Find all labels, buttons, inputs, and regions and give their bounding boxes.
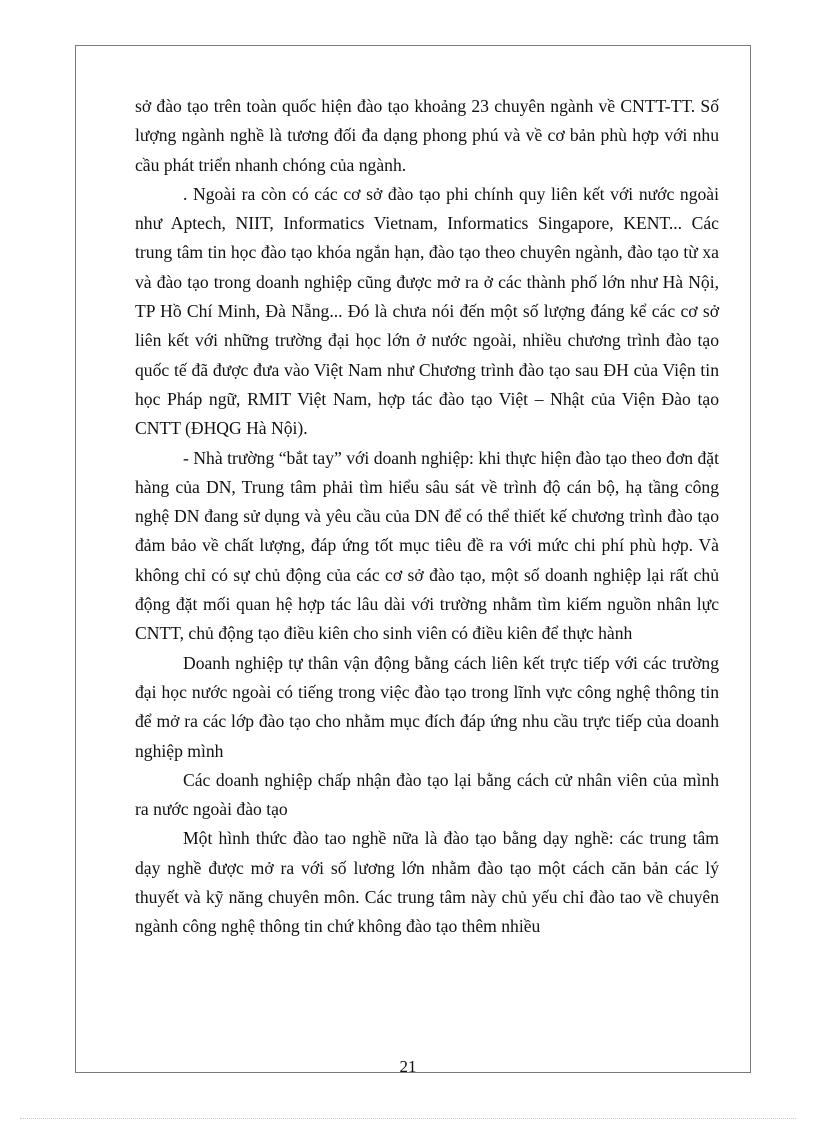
paragraph-retraining-abroad: Các doanh nghiệp chấp nhận đào tạo lại bằng cách cử nhân viên của mình ra nước ngoài đào tạo: [135, 769, 719, 820]
body-text: [135, 92, 719, 942]
paragraph-vocational-training: Một hình thức đào tao nghề nữa là đào tạo bằng dạy nghề: các trung tâm dạy nghề được mở ra với số lương lớn nhằm đào tạo một cách căn bản các lý thuyết và kỹ năng chuyên môn. Các trung tâm này chủ yếu chỉ đào tao về chuyên ngành công nghệ thông tin chứ không đào tạo thêm nhiều: [135, 828, 719, 937]
paragraph-school-business-partnership: - Nhà trường “bắt tay” với doanh nghiệp: khi thực hiện đào tạo theo đơn đặt hàng của DN, Trung tâm phải tìm hiểu sâu sát về trình độ cán bộ, hạ tầng công nghệ DN đang sử dụng và yêu cầu của DN để có thể thiết kế chương trình đào tạo đảm bảo về chất lượng, đáp ứng tốt mục tiêu đề ra với mức chi phí phù hợp. Và không chỉ có sự chủ động của các cơ sở đào tạo, một số doanh nghiệp lại rất chủ động đặt mối quan hệ hợp tác lâu dài với trường nhằm tìm kiếm nguồn nhân lực CNTT, chủ động tạo điều kiên cho sinh viên có điều kiên để thực hành: [135, 447, 719, 644]
page-bottom-divider: [20, 1118, 796, 1119]
paragraph-continuation: sở đào tạo trên toàn quốc hiện đào tạo khoảng 23 chuyên ngành về CNTT-TT. Số lượng ngành nghề là tương đối đa dạng phong phú và về cơ bản phù hợp với nhu cầu phát triển nhanh chóng của ngành.: [135, 96, 719, 175]
page-number: 21: [399, 1057, 417, 1076]
paragraph-informal-training: . Ngoài ra còn có các cơ sở đào tạo phi chính quy liên kết với nước ngoài như Aptech, NIIT, Informatics Vietnam, Informatics Singapore, KENT... Các trung tâm tin học đào tạo khóa ngắn hạn, đào tạo theo chuyên ngành, đào tạo từ xa và đào tạo trong doanh nghiệp cũng được mở ra ở các thành phố lớn như Hà Nội, TP Hồ Chí Minh, Đà Nẵng... Đó là chưa nói đến một số lượng đáng kể các cơ sở liên kết với những trường đại học lớn ở nước ngoài, nhiều chương trình đào tạo quốc tế đã được đưa vào Việt Nam như Chương trình đào tạo sau ĐH của Viện tin học Pháp ngữ, RMIT Việt Nam, hợp tác đào tạo Việt – Nhật của Viện Đào tạo CNTT (ĐHQG Hà Nội).: [135, 183, 719, 439]
paragraph-business-self-initiative: Doanh nghiệp tự thân vận động bằng cách liên kết trực tiếp với các trường đại học nước ngoài có tiếng trong việc đào tạo trong lĩnh vực công nghệ thông tin để mở ra các lớp đào tạo cho nhằm mục đích đáp ứng nhu cầu trực tiếp của doanh nghiệp mình: [135, 652, 719, 761]
